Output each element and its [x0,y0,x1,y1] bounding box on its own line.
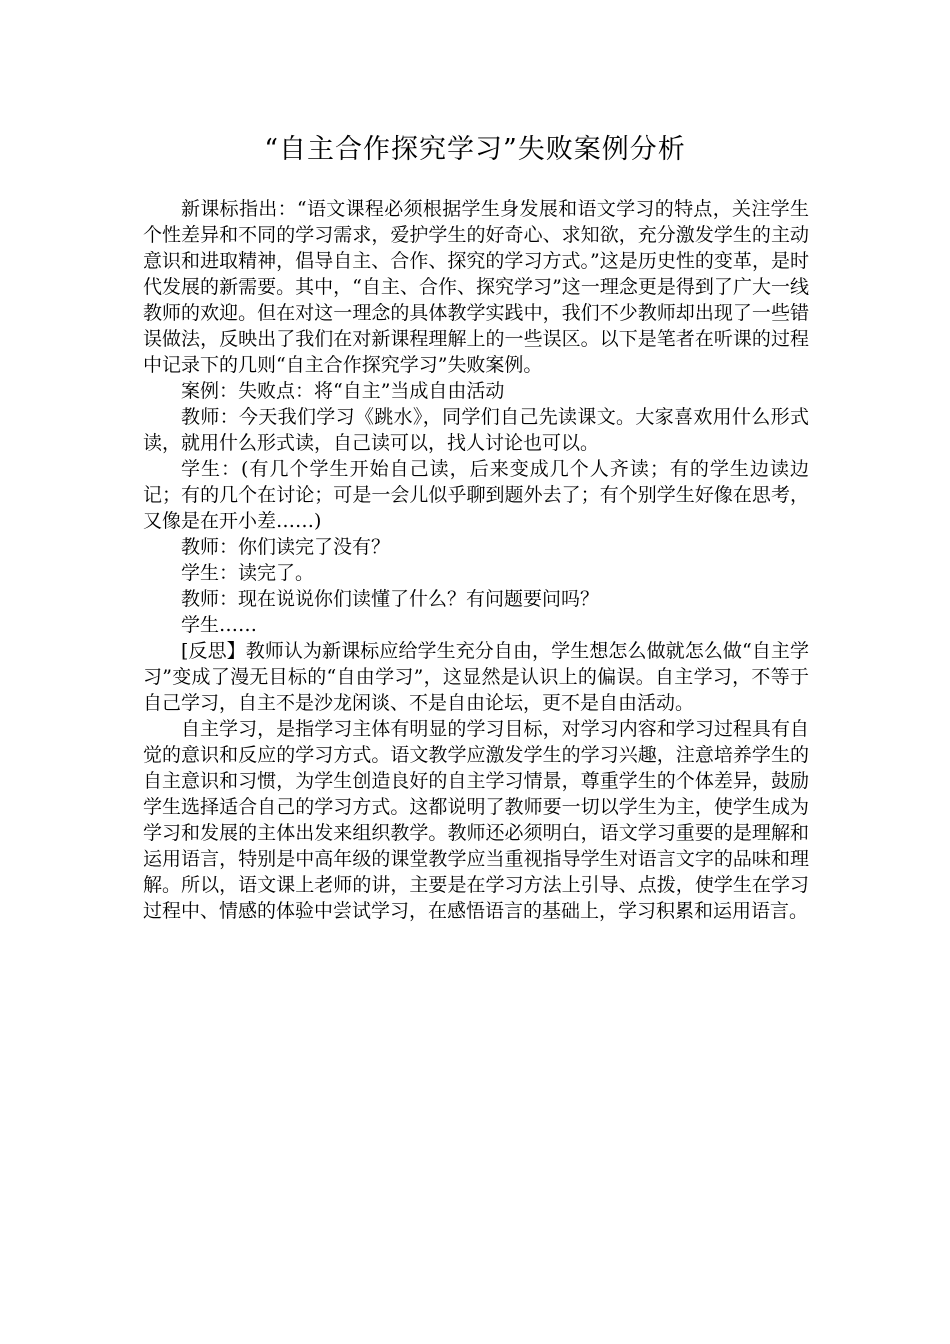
paragraph-case-heading: 案例：失败点：将“自主”当成自由活动 [181,380,505,402]
paragraph-student-1: 学生：(有几个学生开始自己读，后来变成几个人齐读；有的学生边读边记；有的几个在讨论；可是一会儿似乎聊到题外去了；有个别学生好像在思考，又像是在开小差……) [143,458,809,532]
paragraph-reflection: [反思】教师认为新课标应给学生充分自由，学生想怎么做就怎么做“自主学习”变成了漫无目标的“自由学习”，这显然是认识上的偏误。自主学习，不等于自己学习，自主不是沙龙闲谈、不是自由论坛，更不是自由活动。 [143,640,809,714]
paragraph-teacher-2: 教师：你们读完了没有？ [181,536,391,558]
paragraph-student-3: 学生…… [181,614,258,636]
paragraph-teacher-3: 教师：现在说说你们读懂了什么？有问题要问吗？ [181,588,600,610]
paragraph-conclusion: 自主学习，是指学习主体有明显的学习目标，对学习内容和学习过程具有自觉的意识和反应的学习方式。语文教学应激发学生的学习兴趣，注意培养学生的自主意识和习惯，为学生创造良好的自主学习情景，尊重学生的个体差异，鼓励学生选择适合自己的学习方式。这都说明了教师要一切以学生为主，使学生成为学习和发展的主体出发来组织教学。教师还必须明白，语文学习重要的是理解和运用语言，特别是中高年级的课堂教学应当重视指导学生对语言文字的品味和理解。所以，语文课上老师的讲，主要是在学习方法上引导、点拨，使学生在学习过程中、情感的体验中尝试学习，在感悟语言的基础上，学习积累和运用语言。 [143,718,809,922]
paragraph-intro: 新课标指出：“语文课程必须根据学生身发展和语文学习的特点，关注学生个性差异和不同的学习需求，爱护学生的好奇心、求知欲，充分激发学生的主动意识和进取精神，倡导自主、合作、探究的学习方式。”这是历史性的变革，是时代发展的新需要。其中，“自主、合作、探究学习”这一理念更是得到了广大一线教师的欢迎。但在对这一理念的具体教学实践中，我们不少教师却出现了一些错误做法，反映出了我们在对新课程理解上的一些误区。以下是笔者在听课的过程中记录下的几则“自主合作探究学习”失败案例。 [143,198,809,376]
paragraph-teacher-1: 教师：今天我们学习《跳水》，同学们自己先读课文。大家喜欢用什么形式读，就用什么形式读，自己读可以，找人讨论也可以。 [143,406,809,454]
document-body [143,196,809,924]
document-title: “自主合作探究学习”失败案例分析 [264,134,686,165]
paragraph-student-2: 学生：读完了。 [181,562,315,584]
